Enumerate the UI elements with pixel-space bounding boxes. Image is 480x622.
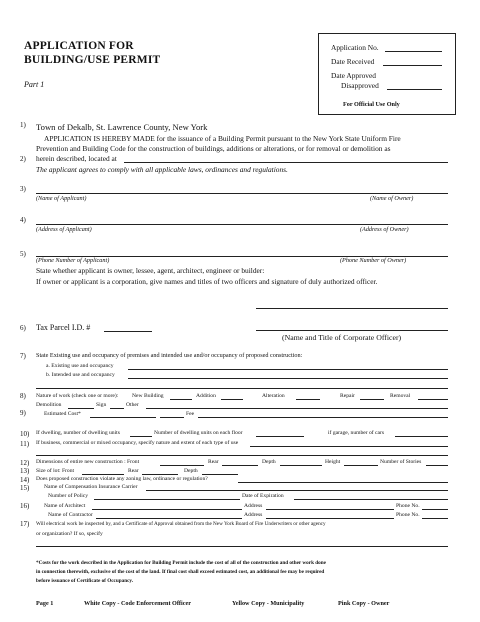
garage-cars-label: if garage, number of cars bbox=[328, 430, 385, 436]
estimated-cost-field-2[interactable] bbox=[160, 417, 184, 418]
section-6-number: 6) bbox=[20, 324, 26, 332]
section-7-number: 7) bbox=[20, 352, 26, 360]
phone-of-applicant-label: (Phone Number of Applicant) bbox=[36, 257, 110, 264]
contractor-address-label: Address bbox=[244, 512, 263, 518]
estimated-cost-label: Estimated Cost* bbox=[44, 411, 81, 417]
name-of-owner-label: (Name of Owner) bbox=[370, 195, 414, 202]
corporation-question: If owner or applicant is a corporation, give names and titles of two officers and signature of duly authorized officer. bbox=[36, 277, 378, 286]
dimension-depth-label: Depth bbox=[262, 459, 276, 465]
section-5-number: 5) bbox=[20, 250, 26, 258]
tax-parcel-label: Tax Parcel I.D. # bbox=[36, 323, 91, 332]
dwelling-units-label: If dwelling, number of dwelling units bbox=[36, 430, 120, 436]
footer-page: Page 1 bbox=[36, 600, 54, 607]
zoning-field[interactable] bbox=[238, 482, 448, 483]
section-11-number: 11) bbox=[20, 440, 30, 448]
lot-rear-label: Rear bbox=[128, 468, 139, 474]
business-use-extra-field[interactable] bbox=[36, 455, 448, 456]
name-of-applicant-label: (Name of Applicant) bbox=[36, 195, 87, 202]
units-per-floor-field[interactable] bbox=[256, 436, 304, 437]
application-no-field[interactable] bbox=[385, 51, 442, 52]
address-of-applicant-label: (Address of Applicant) bbox=[36, 226, 92, 233]
electrical-specify-label: or organization? If so, specify bbox=[36, 531, 103, 537]
lot-size-label: Size of lot: Front bbox=[36, 468, 75, 474]
removal-label: Removal bbox=[390, 393, 411, 399]
footer-white-copy: White Copy - Code Enforcement Officer bbox=[84, 600, 191, 607]
form-title-line1: APPLICATION FOR bbox=[24, 40, 134, 52]
date-received-label: Date Received bbox=[331, 57, 375, 66]
address-of-owner-label: (Address of Owner) bbox=[360, 226, 409, 233]
addition-label: Addition bbox=[196, 393, 216, 399]
footnote-line2: in connection therewith, exclusive of the cost of the land. If final cost shall exceed estimated cost, an additional fee may be required bbox=[36, 569, 325, 575]
contractor-phone-field[interactable] bbox=[422, 518, 448, 519]
dimension-height-field[interactable] bbox=[344, 465, 378, 466]
footer-yellow-copy: Yellow Copy - Municipality bbox=[232, 600, 305, 607]
architect-address-field[interactable] bbox=[266, 509, 394, 510]
new-building-check[interactable] bbox=[170, 399, 192, 400]
contractor-address-field[interactable] bbox=[266, 518, 394, 519]
compliance-statement: The applicant agrees to comply with all applicable laws, ordinances and regulations. bbox=[36, 165, 288, 174]
section-17-number: 17) bbox=[20, 520, 30, 528]
intended-use-label: b. Intended use and occupancy bbox=[46, 372, 115, 378]
applicant-role-question: State whether applicant is owner, lessee, agent, architect, engineer or builder: bbox=[36, 266, 265, 275]
expiration-date-label: Date of Expiration bbox=[242, 493, 284, 499]
section-9-number: 9) bbox=[20, 409, 26, 417]
footnote-line3: before issuance of Certificate of Occupancy. bbox=[36, 578, 134, 584]
corporate-officer-field[interactable] bbox=[256, 330, 448, 331]
section-2-number: 2) bbox=[20, 155, 26, 163]
tax-parcel-field[interactable] bbox=[104, 331, 152, 332]
section-4-number: 4) bbox=[20, 216, 26, 224]
contractor-name-field[interactable] bbox=[96, 518, 242, 519]
addition-check[interactable] bbox=[221, 399, 243, 400]
contractor-label: Name of Contractor bbox=[48, 512, 93, 518]
dimensions-label: Dimensions of entire new construction : Front bbox=[36, 459, 140, 465]
alteration-label: Alteration bbox=[262, 393, 285, 399]
demolition-label: Demolition bbox=[36, 402, 62, 408]
form-title-line2: BUILDING/USE PERMIT bbox=[24, 54, 161, 66]
new-building-label: New Building bbox=[132, 393, 164, 399]
business-use-field[interactable] bbox=[250, 446, 448, 447]
repair-label: Repair bbox=[340, 393, 355, 399]
insurance-carrier-field[interactable] bbox=[146, 490, 448, 491]
location-field[interactable] bbox=[124, 162, 448, 163]
garage-cars-field[interactable] bbox=[395, 436, 448, 437]
existing-use-label: a. Existing use and occupancy bbox=[46, 363, 114, 369]
electrical-inspection-question: Will electrical work be inspected by, and a Certificate of Approval obtained from the New York Board of Fire Underwriters or other agency bbox=[36, 521, 326, 527]
other-field[interactable] bbox=[146, 408, 448, 409]
architect-name-field[interactable] bbox=[92, 509, 242, 510]
dimension-front-field[interactable] bbox=[160, 465, 204, 466]
expiration-date-field[interactable] bbox=[294, 499, 448, 500]
fee-field[interactable] bbox=[198, 417, 448, 418]
business-use-label: If business, commercial or mixed occupancy, specify nature and extent of each type of use bbox=[36, 440, 239, 446]
section-14-number: 14) bbox=[20, 476, 30, 484]
section-12-number: 12) bbox=[20, 459, 30, 467]
number-of-stories-label: Number of Stories bbox=[380, 459, 422, 465]
officer-signature-field[interactable] bbox=[256, 308, 448, 309]
lot-depth-field[interactable] bbox=[202, 474, 238, 475]
use-occupancy-label: State Existing use and occupancy of premises and intended use and/or occupancy of proposed construction: bbox=[36, 352, 303, 359]
architect-phone-label: Phone No. bbox=[396, 503, 420, 509]
applicant-owner-name-field[interactable] bbox=[36, 193, 448, 194]
section-3-number: 3) bbox=[20, 185, 26, 193]
located-at-label: herein described, located at bbox=[36, 154, 117, 163]
sign-label: Sign bbox=[96, 402, 107, 408]
application-paragraph-line1: APPLICATION IS HEREBY MADE for the issuance of a Building Permit pursuant to the New York State Uniform Fire bbox=[44, 134, 401, 143]
application-paragraph-line2: Prevention and Building Code for the construction of buildings, additions or alterations, or for removal or demolition as bbox=[36, 144, 391, 153]
official-use-label: For Official Use Only bbox=[343, 101, 400, 108]
dimension-height-label: Height bbox=[325, 459, 341, 465]
dimension-depth-field[interactable] bbox=[280, 465, 322, 466]
section-16-number: 16) bbox=[20, 502, 30, 510]
dimension-rear-label: Rear bbox=[208, 459, 219, 465]
town-line: Town of Dekalb, St. Lawrence County, New York bbox=[36, 122, 208, 132]
section-8-number: 8) bbox=[20, 392, 26, 400]
footer-pink-copy: Pink Copy - Owner bbox=[338, 600, 390, 607]
dimension-rear-field[interactable] bbox=[222, 465, 258, 466]
lot-rear-field[interactable] bbox=[142, 474, 178, 475]
disapproved-label: Disapproved bbox=[341, 81, 379, 90]
lot-depth-label: Depth bbox=[184, 468, 198, 474]
date-received-field[interactable] bbox=[383, 65, 442, 66]
intended-use-field[interactable] bbox=[128, 378, 448, 379]
estimated-cost-field[interactable] bbox=[90, 417, 156, 418]
applicant-owner-address-field[interactable] bbox=[36, 224, 448, 225]
other-label: Other bbox=[126, 402, 139, 408]
policy-number-label: Number of Policy bbox=[48, 493, 89, 499]
insurance-carrier-label: Name of Compensation Insurance Carrier bbox=[44, 484, 138, 490]
architect-phone-field[interactable] bbox=[422, 509, 448, 510]
zoning-question: Does proposed construction violate any zoning law, ordinance or regulation? bbox=[36, 476, 208, 482]
lot-front-field[interactable] bbox=[82, 474, 124, 475]
section-13-number: 13) bbox=[20, 467, 30, 475]
repair-check[interactable] bbox=[360, 399, 384, 400]
corporate-officer-label: (Name and Title of Corporate Officer) bbox=[282, 333, 402, 342]
architect-address-label: Address bbox=[244, 503, 263, 509]
removal-check[interactable] bbox=[418, 399, 448, 400]
disapproved-field[interactable] bbox=[387, 89, 442, 90]
existing-use-field[interactable] bbox=[128, 369, 448, 370]
alteration-check[interactable] bbox=[296, 399, 320, 400]
units-per-floor-label: Number of dwelling units on each floor bbox=[154, 430, 243, 436]
use-extra-field[interactable] bbox=[36, 388, 448, 389]
architect-label: Name of Architect bbox=[44, 503, 86, 509]
demolition-check[interactable] bbox=[68, 408, 94, 409]
nature-of-work-label: Nature of work (check one or more): bbox=[36, 393, 119, 399]
sign-check[interactable] bbox=[110, 408, 124, 409]
date-approved-label: Date Approved bbox=[331, 71, 376, 80]
dwelling-units-field[interactable] bbox=[130, 436, 152, 437]
part-label: Part 1 bbox=[24, 80, 45, 89]
number-of-stories-field[interactable] bbox=[426, 465, 448, 466]
section-1-number: 1) bbox=[20, 121, 26, 129]
application-no-label: Application No. bbox=[331, 43, 379, 52]
policy-number-field[interactable] bbox=[94, 499, 240, 500]
fee-label: Fee bbox=[186, 411, 195, 417]
section-10-number: 10) bbox=[20, 430, 30, 438]
section-15-number: 15) bbox=[20, 484, 30, 492]
phone-of-owner-label: (Phone Number of Owner) bbox=[340, 257, 407, 264]
electrical-specify-field[interactable] bbox=[36, 546, 448, 547]
footnote-line1: *Costs for the work described in the Application for Building Permit include the cost of all of the construction and other work done bbox=[36, 560, 326, 566]
official-use-box bbox=[318, 33, 456, 115]
contractor-phone-label: Phone No. bbox=[396, 512, 420, 518]
